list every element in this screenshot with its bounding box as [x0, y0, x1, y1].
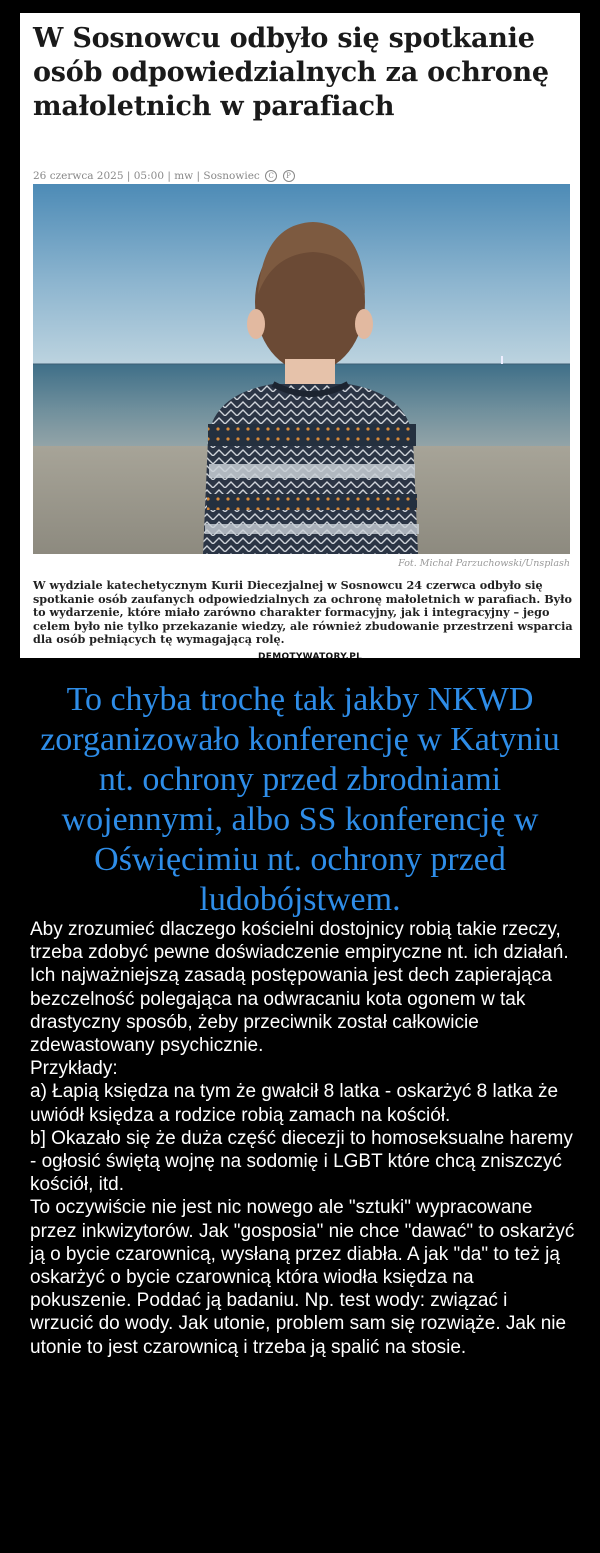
copyright-icon: C — [265, 170, 277, 182]
article-lead: W wydziale katechetycznym Kurii Diecezjalnej w Sosnowcu 24 czerwca odbyło się spotkanie osób zaufanych odpowiedzialnych za ochronę małoletnich w parafiach. Było to wydarzenie, które miało zarówno charakter formacyjny, jak i integracyjny – jego celem było nie tylko przekazanie wiedzy, ale również zbudowanie przestrzeni wsparcia dla osób pełniących tę wymagającą rolę. — [33, 578, 573, 646]
meme-description: Aby zrozumieć dlaczego kościelni dostojnicy robią takie rzeczy, trzeba zdobyć pewne doświadczenie empiryczne nt. ich działań. Ich najważniejszą zasadą postępowania jest dech zapierająca bezczelność polegająca na odwracaniu kota ogonem w tak drastyczny sposób, żeby przeciwnik został całkowicie zdewastowany psychicznie. Przykłady: a) Łapią księdza na tym że gwałcił 8 latka - oskarżyć 8 latka że uwiódł księdza a rodzice robią zamach na kościół. b] Okazało się że duża część diecezji to homoseksualne haremy - ogłosić świętą wojnę na sodomię i LGBT które chcą zniszczyć kościół, itd. To oczywiście nie jest nic nowego ale "sztuki" wypracowane przez inkwizytorów. Jak "gosposia" nie chce "dawać" to oskarżyć ją o bycie czarownicą, wysłaną przez diabła. A jak "da" to też ją oskarżyć o bycie czarownicą która wiodła księdza na pokuszenie. Poddać ją badaniu. Np. test wody: związać i wrzucić do wody. Jak utonie, problem sam się rozwiąże. Jak nie utonie to jest czarownicą i trzeba ją spalić na stosie. — [30, 919, 575, 1358]
watermark: DEMOTYWATORY.PL — [255, 652, 365, 658]
article-meta-text: 26 czerwca 2025 | 05:00 | mw | Sosnowiec — [33, 170, 260, 182]
article-headline: W Sosnowcu odbyło się spotkanie osób odpowiedzialnych za ochronę małoletnich w parafiach — [33, 23, 549, 122]
article-photo — [33, 184, 570, 554]
article-meta — [33, 170, 295, 182]
distant-lighthouse — [501, 356, 503, 364]
premium-icon: P — [283, 170, 295, 182]
photo-credit: Fot. Michał Parzuchowski/Unsplash — [398, 558, 570, 569]
article-screenshot — [20, 13, 580, 658]
meme-title: To chyba trochę tak jakby NKWD zorganizowało konferencję w Katyniu nt. ochrony przed zbrodniami wojennymi, albo SS konferencję w Oświęcimiu nt. ochrony przed ludobójstwem. — [40, 681, 560, 918]
